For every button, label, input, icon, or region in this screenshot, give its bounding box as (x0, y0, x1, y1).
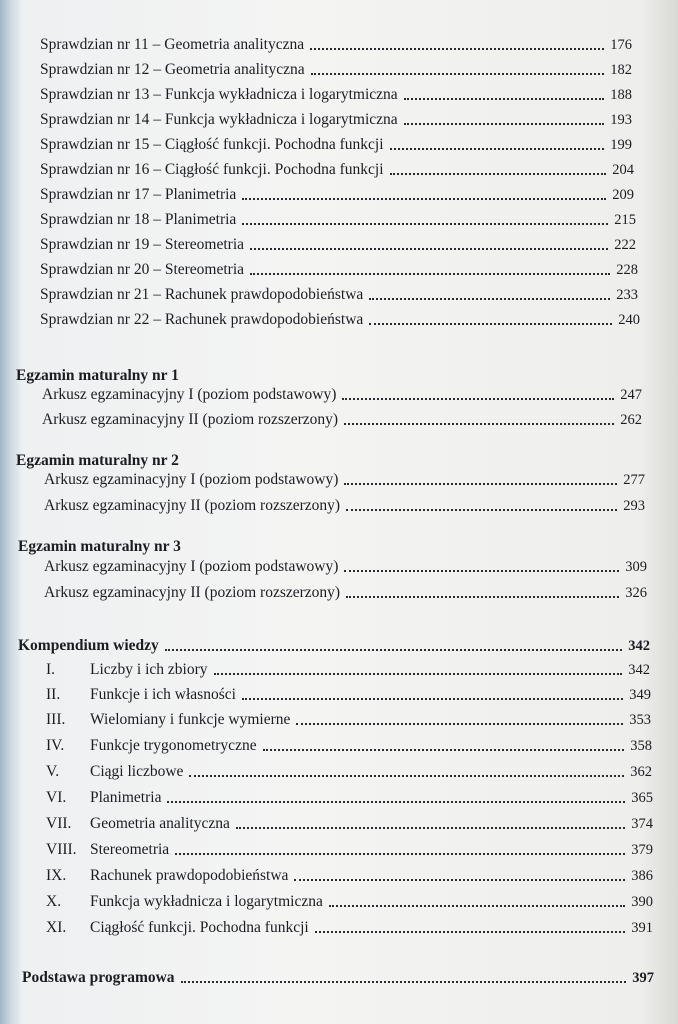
toc-row (40, 61, 632, 79)
toc-entry-label: Arkusz egzaminacyjny I (poziom podstawowy) (42, 386, 337, 403)
dot-leader (404, 98, 605, 100)
toc-entry-label (46, 763, 183, 781)
toc-entry-label: Sprawdzian nr 13 – Funkcja wykładnicza i logarytmiczna (40, 86, 398, 103)
toc-entry-label: Sprawdzian nr 18 – Planimetria (40, 211, 237, 228)
toc-row (40, 161, 634, 179)
page-number: 222 (614, 237, 636, 253)
toc-row (46, 686, 651, 704)
dot-leader (242, 698, 623, 700)
chapter-number: XI. (46, 919, 67, 936)
dot-leader (369, 323, 612, 325)
toc-row (44, 584, 647, 602)
page-number: 199 (610, 137, 632, 153)
toc-entry-label: Arkusz egzaminacyjny I (poziom podstawowy) (44, 471, 339, 488)
toc-row (46, 815, 653, 833)
dot-leader (404, 123, 605, 125)
dot-leader (167, 801, 625, 803)
dot-leader (346, 509, 617, 511)
dot-leader (310, 48, 604, 50)
page-number: 365 (631, 790, 653, 806)
page-number: 228 (616, 262, 638, 278)
toc-entry-label (46, 686, 236, 704)
toc-row (46, 789, 653, 807)
dot-leader (263, 749, 625, 751)
toc-row-kompendium (18, 637, 650, 655)
page-number: 247 (620, 387, 642, 403)
toc-row (46, 737, 652, 755)
page-number: 374 (631, 816, 653, 832)
dot-leader (329, 905, 625, 907)
chapter-title: Geometria analityczna (90, 815, 230, 832)
section-heading: Egzamin maturalny nr 2 (16, 452, 179, 469)
toc-row (40, 236, 636, 254)
toc-row (40, 286, 638, 304)
dot-leader (214, 673, 623, 675)
toc-row (46, 661, 650, 679)
page-number: 215 (614, 212, 636, 228)
chapter-number: VIII. (46, 841, 77, 858)
dot-leader (294, 879, 625, 881)
toc-entry-label (46, 841, 169, 859)
toc-entry-label: Arkusz egzaminacyjny II (poziom rozszerzony) (44, 497, 341, 514)
page-number: 293 (623, 498, 645, 514)
toc-row (46, 841, 653, 859)
section-heading: Kompendium wiedzy (18, 637, 159, 654)
toc-row (40, 36, 632, 54)
dot-leader (181, 981, 627, 983)
chapter-number: II. (46, 686, 61, 703)
toc-entry-label: Sprawdzian nr 12 – Geometria analityczna (40, 61, 305, 78)
chapter-title: Liczby i ich zbiory (90, 661, 208, 678)
page-number: 233 (616, 287, 638, 303)
toc-entry-label: Sprawdzian nr 15 – Ciągłość funkcji. Pochodna funkcji (40, 136, 384, 153)
page-number: 193 (610, 112, 632, 128)
toc-row (46, 711, 651, 729)
section-heading: Egzamin maturalny nr 3 (18, 538, 181, 555)
dot-leader (342, 398, 614, 400)
toc-row (44, 558, 647, 576)
toc-entry-label: Arkusz egzaminacyjny II (poziom rozszerzony) (44, 584, 341, 601)
toc-row (40, 136, 632, 154)
toc-entry-label (46, 789, 161, 807)
dot-leader (311, 73, 605, 75)
toc-row (42, 411, 642, 429)
page-number: 353 (629, 712, 651, 728)
page-number: 349 (629, 687, 651, 703)
toc-entry-label: Sprawdzian nr 21 – Rachunek prawdopodobieństwa (40, 286, 364, 303)
chapter-title: Rachunek prawdopodobieństwa (90, 867, 289, 884)
toc-row (44, 471, 645, 489)
chapter-title: Wielomiany i funkcje wymierne (90, 711, 291, 728)
toc-entry-label: Sprawdzian nr 17 – Planimetria (40, 186, 237, 203)
chapter-title: Funkcja wykładnicza i logarytmiczna (90, 893, 323, 910)
chapter-title: Funkcje trygonometryczne (90, 737, 257, 754)
toc-row (46, 893, 653, 911)
dot-leader (236, 827, 625, 829)
toc-row (40, 311, 640, 329)
page-number: 277 (623, 472, 645, 488)
chapter-title: Ciągłość funkcji. Pochodna funkcji (90, 919, 309, 936)
dot-leader (242, 223, 608, 225)
page-number: 397 (632, 970, 654, 986)
dot-leader (390, 173, 607, 175)
page-number: 262 (620, 412, 642, 428)
page-number: 209 (612, 187, 634, 203)
dot-leader (346, 596, 619, 598)
page-number: 309 (625, 559, 647, 575)
page-number: 358 (630, 738, 652, 754)
chapter-number: VII. (46, 815, 72, 832)
dot-leader (390, 148, 605, 150)
page-number: 326 (625, 585, 647, 601)
page-number: 390 (631, 894, 653, 910)
dot-leader (344, 570, 619, 572)
dot-leader (165, 649, 622, 651)
toc-entry-label (46, 893, 323, 911)
toc-entry-label: Arkusz egzaminacyjny II (poziom rozszerzony) (42, 411, 339, 428)
page-number: 342 (628, 662, 650, 678)
chapter-number: VI. (46, 789, 67, 806)
toc-row (40, 86, 632, 104)
toc-entry-label: Arkusz egzaminacyjny I (poziom podstawowy) (44, 558, 339, 575)
chapter-number: I. (46, 661, 56, 678)
dot-leader (250, 273, 610, 275)
dot-leader (344, 483, 617, 485)
toc-row (40, 111, 632, 129)
page-number: 188 (610, 87, 632, 103)
toc-entry-label (46, 815, 230, 833)
dot-leader (369, 298, 610, 300)
dot-leader (175, 853, 625, 855)
page-number: 342 (628, 638, 650, 654)
toc-entry-label: Sprawdzian nr 14 – Funkcja wykładnicza i logarytmiczna (40, 111, 398, 128)
toc-entry-label: Sprawdzian nr 20 – Stereometria (40, 261, 245, 278)
toc-row (46, 919, 653, 937)
toc-row (46, 867, 653, 885)
section-heading: Egzamin maturalny nr 1 (16, 367, 179, 384)
chapter-number: IV. (46, 737, 65, 754)
toc-entry-label: Sprawdzian nr 22 – Rachunek prawdopodobieństwa (40, 311, 364, 328)
chapter-title: Stereometria (90, 841, 170, 858)
toc-row (40, 211, 636, 229)
chapter-title: Ciągi liczbowe (90, 763, 184, 780)
page-number: 379 (631, 842, 653, 858)
toc-row (44, 497, 645, 515)
page-number: 182 (610, 62, 632, 78)
toc-entry-label (46, 867, 288, 885)
page-number: 240 (618, 312, 640, 328)
toc-row (40, 186, 634, 204)
chapter-title: Funkcje i ich własności (90, 686, 236, 703)
toc-entry-label (46, 711, 290, 729)
toc-entry-label: Sprawdzian nr 16 – Ciągłość funkcji. Pochodna funkcji (40, 161, 384, 178)
chapter-number: V. (46, 763, 60, 780)
page-number: 362 (630, 764, 652, 780)
toc-entry-label (46, 737, 257, 755)
dot-leader (344, 423, 614, 425)
toc-row (42, 386, 642, 404)
dot-leader (315, 931, 626, 933)
chapter-number: X. (46, 893, 62, 910)
dot-leader (296, 723, 623, 725)
dot-leader (242, 198, 606, 200)
section-heading: Podstawa programowa (22, 969, 175, 986)
toc-entry-label: Sprawdzian nr 11 – Geometria analityczna (40, 36, 305, 53)
page-number: 204 (612, 162, 634, 178)
dot-leader (189, 775, 624, 777)
chapter-title: Planimetria (90, 789, 162, 806)
chapter-number: III. (46, 711, 66, 728)
toc-entry-label: Sprawdzian nr 19 – Stereometria (40, 236, 245, 253)
page-number: 391 (631, 920, 653, 936)
dot-leader (250, 248, 608, 250)
toc-row-podstawa (22, 969, 654, 987)
toc-entry-label (46, 919, 309, 937)
toc-entry-label (46, 661, 208, 679)
toc-row (40, 261, 638, 279)
chapter-number: IX. (46, 867, 67, 884)
page-number: 176 (610, 37, 632, 53)
toc-row (46, 763, 652, 781)
page-number: 386 (631, 868, 653, 884)
